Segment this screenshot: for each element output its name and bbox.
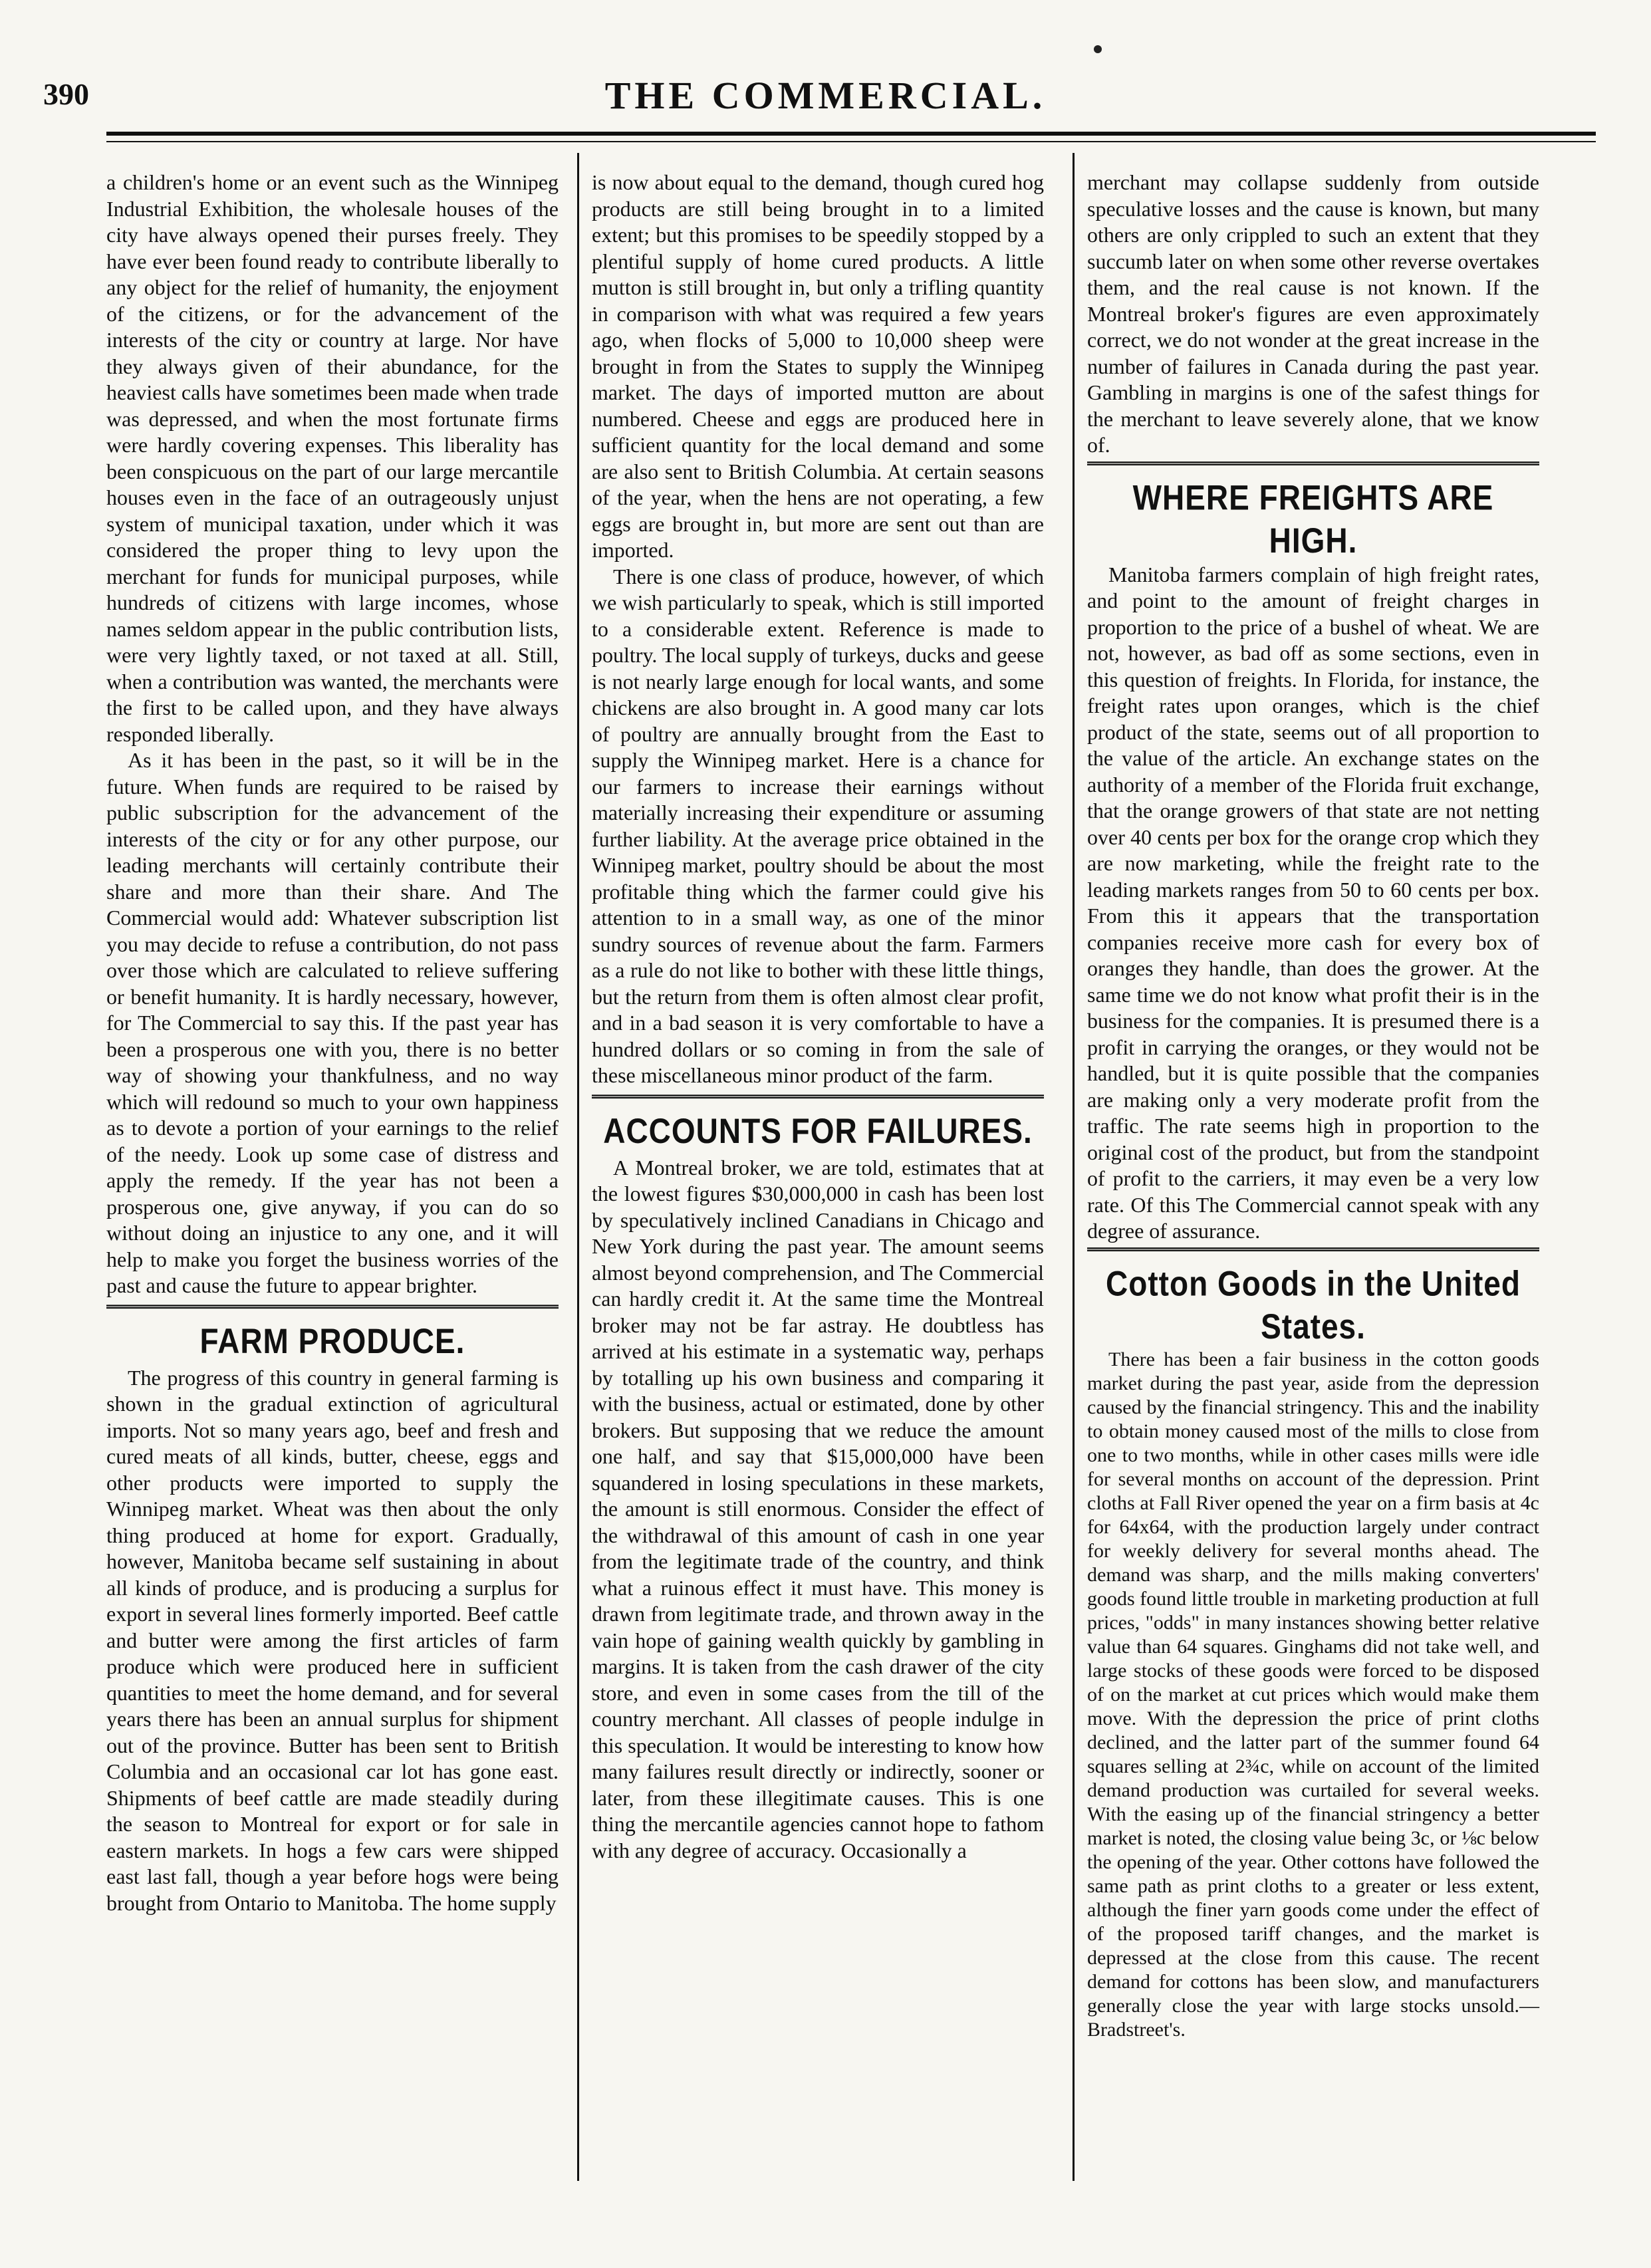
page-number: 390 xyxy=(43,77,89,111)
heading-accounts-for-failures: ACCOUNTS FOR FAILURES. xyxy=(592,1094,1044,1152)
printer-mark xyxy=(1094,45,1102,53)
col3-paragraph-1: merchant may collapse suddenly from outside speculative losses and the cause is known, but many others are only crippled to such an extent that they succumb later on when some other reverse overtakes them, and the real cause is not known. If the Montreal broker's figures are even approximately correct, we do not wonder at the great increase in the number of failures in Canada during the past year. Gambling in margins is one of the safest things for the merchant to leave severely alone, that we know of. xyxy=(1087,170,1539,457)
heading-farm-produce: FARM PRODUCE. xyxy=(106,1305,559,1362)
column-3 xyxy=(1087,170,1539,2042)
col2-paragraph-3: A Montreal broker, we are told, estimates that at the lowest figures $30,000,000 in cash has been lost by speculatively inclined Canadians in Chicago and New York during the past year. The amount seems almost beyond comprehension, and The Commercial can hardly credit it. At the same time the Montreal broker may not be far astray. He doubtless has arrived at his estimate in a systematic way, perhaps by totalling up his own business and comparing it with the business, actual or estimated, done by other brokers. But supposing that we reduce the amount one half, and say that $15,000,000 have been squandered in losing speculations in these markets, the amount is still enormous. Consider the effect of the withdrawal of this amount of cash in one year from the legitimate trade of the country, and think what a ruinous effect it must have. This money is drawn from legitimate trade, and thrown away in the vain hope of gaining wealth quickly by gambling in margins. It is taken from the cash drawer of the city store, and even in some cases from the till of the country merchant. All classes of people indulge in this speculation. It would be interesting to know how many failures result directly or indirectly, sooner or later, from these illegitimate causes. This is one thing the mercantile agencies cannot hope to fathom with any degree of accuracy. Occasionally a xyxy=(592,1155,1044,1862)
col1-paragraph-3: The progress of this country in general farming is shown in the gradual extinction of agricultural imports. Not so many years ago, beef and fresh and cured meats of all kinds, butter, cheese, eggs and other products were imported to supply the Winnipeg market. Wheat was then about the only thing produced at home for export. Gradually, however, Manitoba became self sustaining in about all kinds of produce, and is producing a surplus for export in several lines formerly imported. Beef cattle and butter were among the first articles of farm produce which were produced here in sufficient quantities to meet the home demand, and for several years there has been an annual surplus for shipment out of the province. Butter has been sent to British Columbia and an occasional car lot has gone east. Shipments of beef cattle are made steadily during the season to Montreal for export or for sale in eastern markets. In hogs a few cars were shipped east last fall, though a year before hogs were being brought from Ontario to Manitoba. The home supply xyxy=(106,1365,559,1915)
col2-paragraph-2: There is one class of produce, however, of which we wish particularly to speak, which is still imported to a considerable extent. Reference is made to poultry. The local supply of turkeys, ducks and geese is not nearly large enough for local wants, and some chickens are also brought in. A good many car lots of poultry are annually brought from the East to supply the Winnipeg market. Here is a chance for our farmers to increase their earnings without materially increasing their expenditure or assuming further liability. At the average price obtained in the Winnipeg market, poultry should be about the most profitable thing which the farmer could give his attention to in a small way, as one of the minor sundry sources of revenue about the farm. Farmers as a rule do not like to bother with these little things, but the return from them is often almost clear profit, and in a bad season it is very comfortable to have a hundred dollars or so coming in from the sale of these miscellaneous minor product of the farm. xyxy=(592,564,1044,1087)
col3-paragraph-2: Manitoba farmers complain of high freight rates, and point to the amount of freight charges in proportion to the price of a bushel of wheat. We are not, however, as bad off as some sections, even in this question of freights. In Florida, for instance, the freight rates upon oranges, which is the chief product of the state, seems out of all proportion to the value of the article. An exchange states on the authority of a member of the Florida fruit exchange, that the orange growers of that state are not netting over 40 cents per box for the orange crop which they are now marketing, while the freight rate to the leading markets ranges from 50 to 60 cents per box. From this it appears that the transportation companies receive more cash for every box of oranges they handle, than does the grower. At the same time we do not know what profit their is in the business for the companies. It is presumed there is a profit in carrying the oranges, or they would not be handled, but it is quite possible that the companies are making only a very moderate profit from the traffic. The rate seems high in proportion to the original cost of the product, but from the standpoint of profit to the carriers, it may even be a very low rate. Of this The Commercial cannot speak with any degree of assurance. xyxy=(1087,562,1539,1243)
column-2 xyxy=(592,170,1044,1864)
heading-cotton-goods: Cotton Goods in the United States. xyxy=(1087,1247,1539,1348)
col1-paragraph-1: a children's home or an event such as the Winnipeg Industrial Exhibition, the wholesale houses of the city have always opened their purses freely. They have ever been found ready to contribute liberally to any object for the relief of humanity, the enjoyment of the citizens, or for the advancement of the interests of the city or country at large. Nor have they always given of their abundance, for the heaviest calls have sometimes been made when trade was depressed, and when the most fortunate firms were hardly covering expenses. This liberality has been conspicuous on the part of our large mercantile houses even in the face of an outrageously unjust system of municipal taxation, under which it was considered the proper thing to levy upon the merchant for funds for municipal purposes, while hundreds of citizens with large incomes, whose names seldom appear in the public contribution lists, were very lightly taxed, or not taxed at all. Still, when a contribution was wanted, the merchants were the first to be called upon, and they have always responded liberally. xyxy=(106,170,559,746)
header-rule-top xyxy=(106,132,1596,136)
column-divider-1 xyxy=(577,153,579,2181)
header-rule-bottom xyxy=(106,141,1596,142)
heading-where-freights-are-high: WHERE FREIGHTS ARE HIGH. xyxy=(1087,461,1539,562)
column-divider-2 xyxy=(1073,153,1075,2181)
col1-paragraph-2: As it has been in the past, so it will be in the future. When funds are required to be raised by public subscription for the advancement of the interests of the city or for any other purpose, our leading merchants will certainly contribute their share and more than their share. And The Commercial would add: Whatever subscription list you may decide to refuse a contribution, do not pass over those which are calculated to relieve suffering or benefit humanity. It is hardly necessary, however, for The Commercial to say this. If the past year has been a prosperous one with you, there is no better way of showing your thankfulness, and no way which will redound so much to your own happiness as to devote a portion of your earnings to the relief of the needy. Look up some case of distress and apply the remedy. If the year has not been a prosperous one, give anyway, if you can do so without doing an injustice to any one, and it will help to make you forget the business worries of the past and cause the future to appear brighter. xyxy=(106,748,559,1297)
masthead-title: THE COMMERCIAL. xyxy=(604,74,1047,117)
column-1 xyxy=(106,170,559,1916)
col3-paragraph-3: There has been a fair business in the cotton goods market during the past year, aside from the depression caused by the financial stringency. This and the inability to obtain money caused most of the mills to close from one to two months, while in other cases mills were idle for several months on account of the depression. Print cloths at Fall River opened the year on a firm basis at 4c for 64x64, with the production largely under contract for weekly delivery for several months ahead. The demand was sharp, and the mills making converters' goods found little trouble in marketing production at full prices, "odds" in many instances showing better relative value than 64 squares. Ginghams did not take well, and large stocks of these goods were forced to be disposed of on the market at cut prices which would make them move. With the depression the price of print cloths declined, and the latter part of the summer found 64 squares selling at 2¾c, while on account of the limited demand production was curtailed for several weeks. With the easing up of the financial stringency a better market is noted, the closing value being 3c, or ⅛c below the opening of the year. Other cottons have followed the same path as print cloths to a greater or less extent, although the finer yarn goods come under the effect of of the proposed tariff changes, and the market is depressed at the close from this cause. The recent demand for cottons has been slow, and manufacturers generally close the year with large stocks unsold.—Bradstreet's. xyxy=(1087,1348,1539,2041)
col2-paragraph-1: is now about equal to the demand, though cured hog products are still being brought in to a limited extent; but this promises to be speedily stopped by a plentiful supply of home cured products. A little mutton is still brought in, but only a trifling quantity in comparison with what was required a few years ago, when flocks of 5,000 to 10,000 sheep were brought in from the States to supply the Winnipeg market. The days of imported mutton are about numbered. Cheese and eggs are produced here in sufficient quantity for the local demand and some are also sent to British Columbia. At certain seasons of the year, when the hens are not operating, a few eggs are brought in, but more are sent out than are imported. xyxy=(592,170,1044,562)
